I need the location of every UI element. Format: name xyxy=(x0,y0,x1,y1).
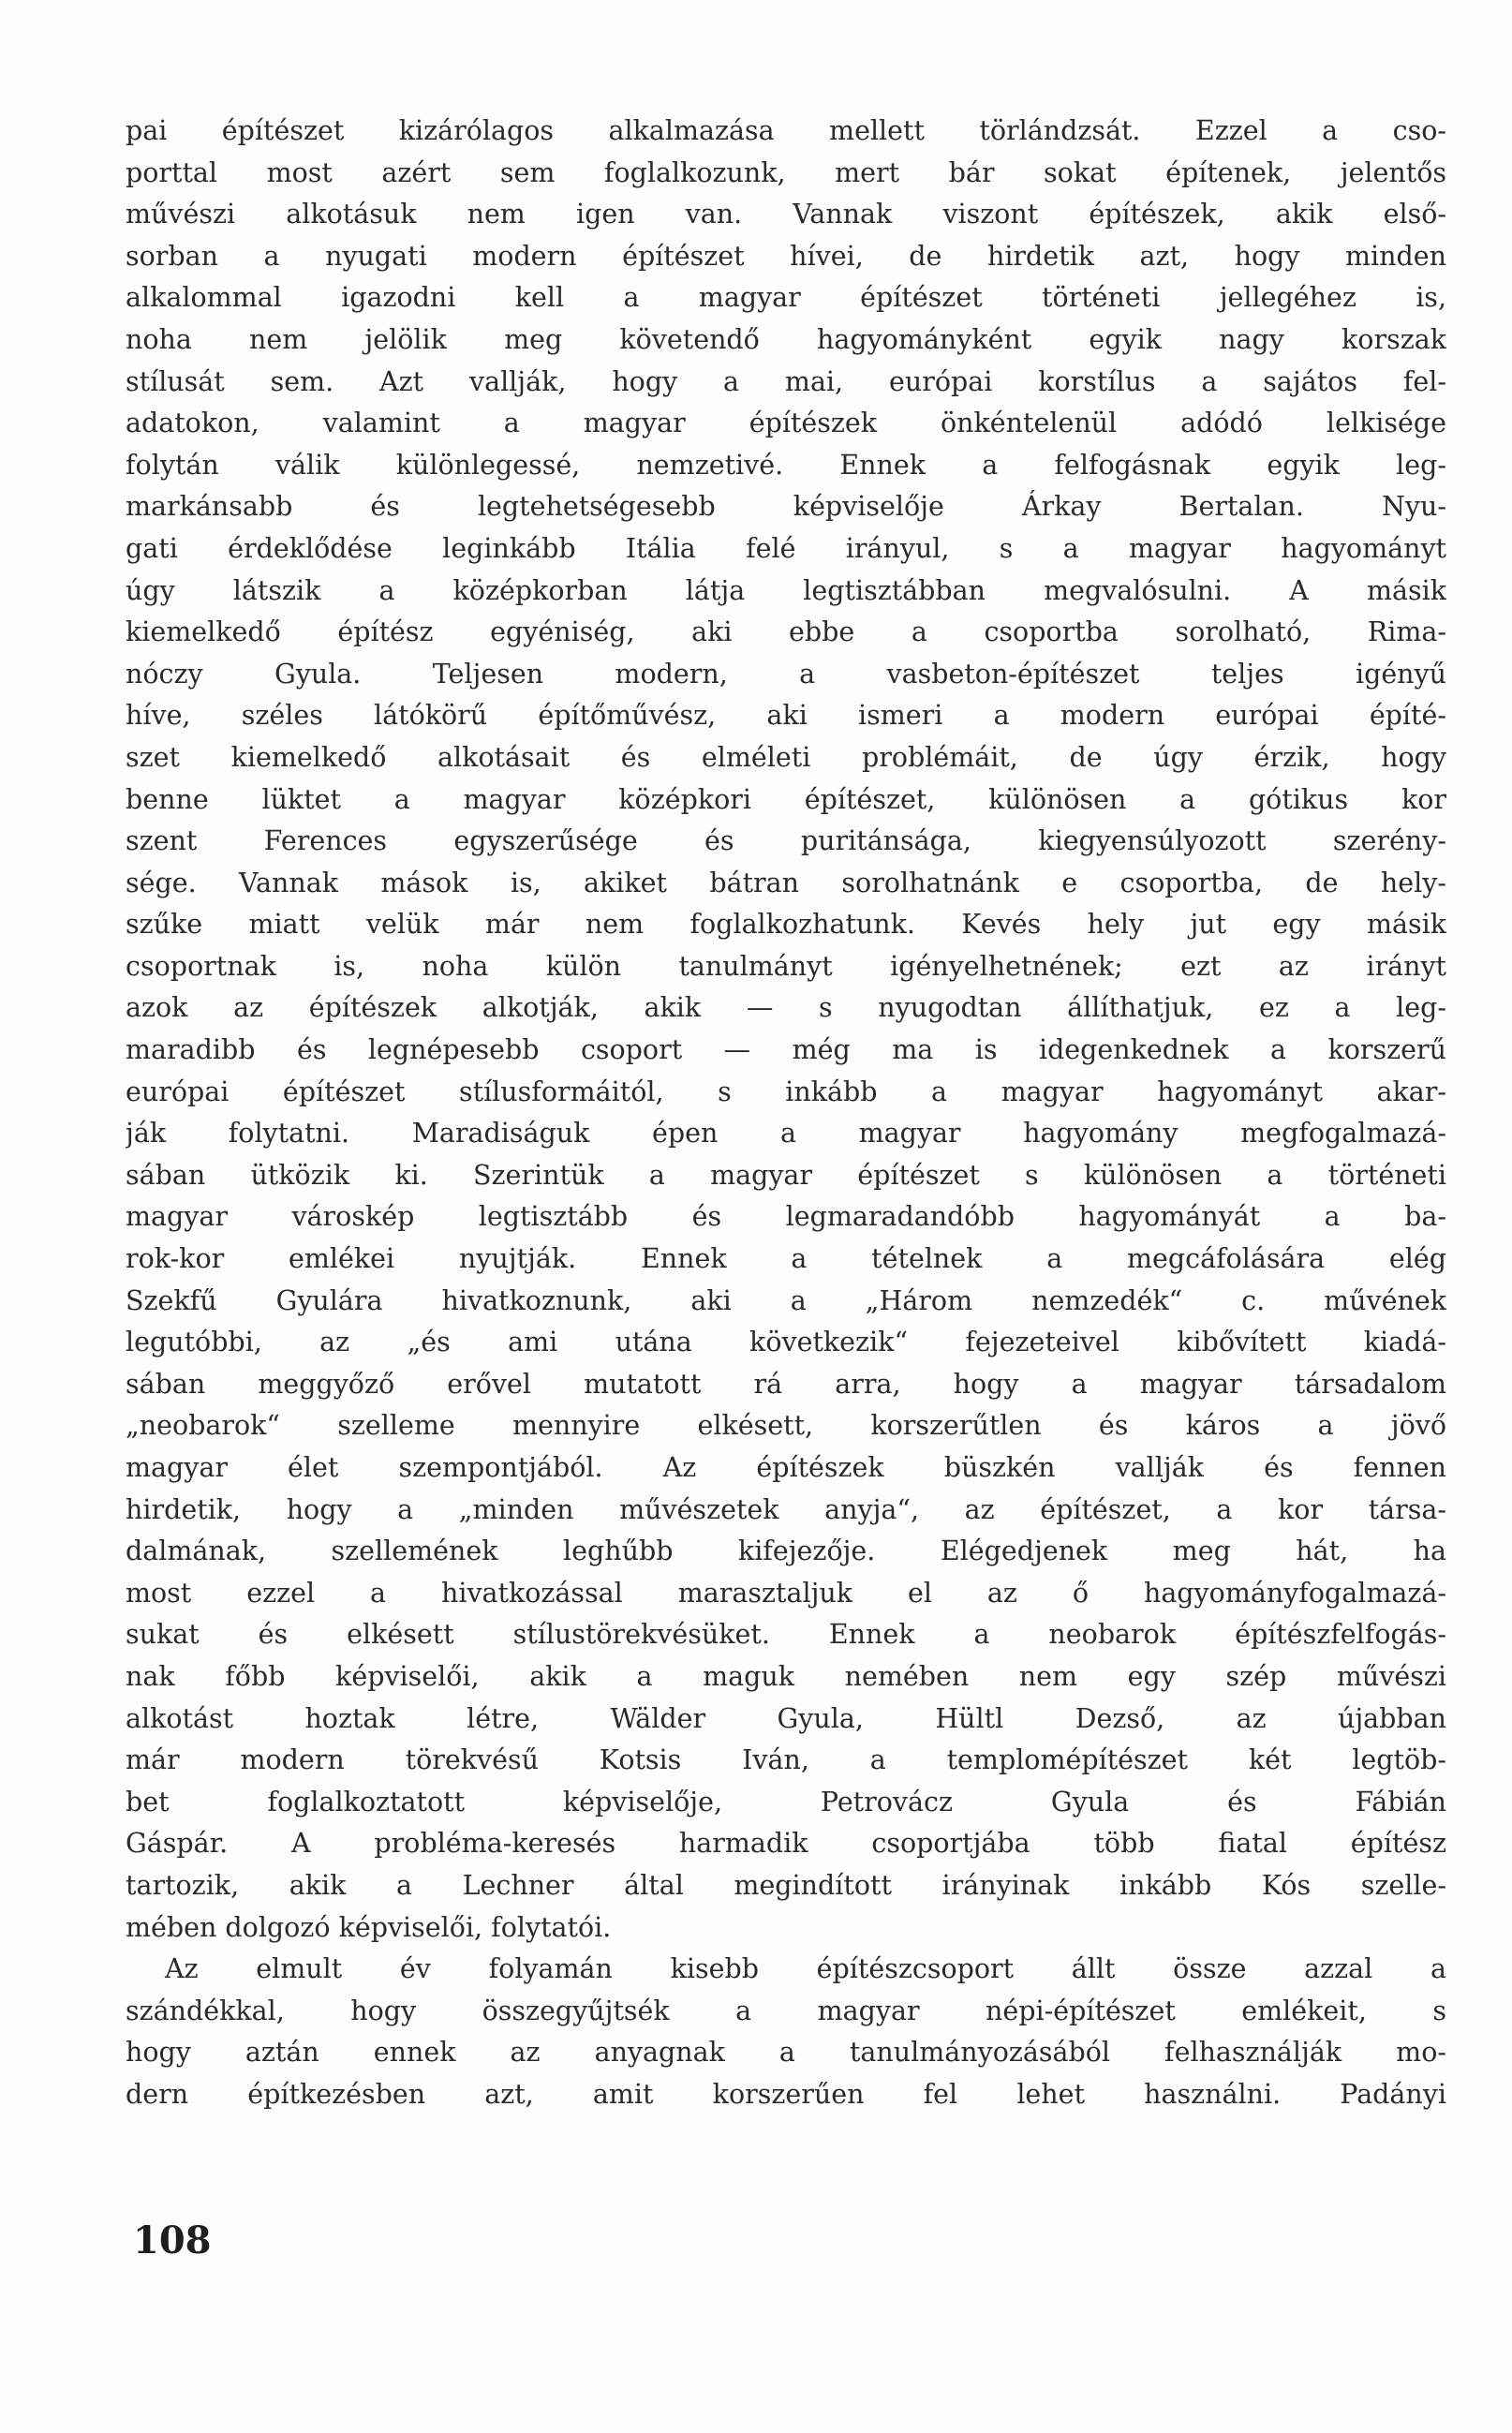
text-line: szándékkal, hogy összegyűjtsék a magyar népi-építészet emlékeit, s xyxy=(126,1995,1446,2026)
text-line: alkalommal igazodni kell a magyar építészet történeti jellegéhez is, xyxy=(126,282,1446,314)
text-line: benne lüktet a magyar középkori építészet, különösen a gótikus kor xyxy=(126,783,1446,815)
text-line: sukat és elkésett stílustörekvésüket. Ennek a neobarok építészfelfogás- xyxy=(126,1619,1446,1651)
text-line: dalmának, szellemének leghűbb kifejezője. Elégedjenek meg hát, ha xyxy=(126,1535,1446,1567)
text-line: bet foglalkoztatott képviselője, Petrovácz Gyula és Fábián xyxy=(126,1786,1446,1817)
text-line: gati érdeklődése leginkább Itália felé irányul, s a magyar hagyományt xyxy=(126,532,1446,564)
text-line: már modern törekvésű Kotsis Iván, a templomépítészet két legtöb- xyxy=(126,1744,1446,1776)
text-line: maradibb és legnépesebb csoport — még ma is idegenkednek a korszerű xyxy=(126,1034,1446,1066)
text-line: markánsabb és legtehetségesebb képviselője Árkay Bertalan. Nyu- xyxy=(126,491,1446,523)
text-line: „neobarok“ szelleme mennyire elkésett, korszerűtlen és káros a jövő xyxy=(126,1410,1446,1442)
text-line: híve, széles látókörű építőművész, aki ismeri a modern európai építé- xyxy=(126,700,1446,732)
text-line: porttal most azért sem foglalkozunk, mert bár sokat építenek, jelentős xyxy=(126,156,1446,188)
text-line: stílusát sem. Azt vallják, hogy a mai, európai korstílus a sajátos fel- xyxy=(126,365,1446,397)
text-line: csoportnak is, noha külön tanulmányt igényelhetnének; ezt az irányt xyxy=(126,950,1446,982)
text-line: művészi alkotásuk nem igen van. Vannak viszont építészek, akik első- xyxy=(126,199,1446,230)
text-line: folytán válik különlegessé, nemzetivé. Ennek a felfogásnak egyik leg- xyxy=(126,449,1446,481)
text-line: Gáspár. A probléma-keresés harmadik csoportjába több fiatal építész xyxy=(126,1828,1446,1860)
text-line: rok-kor emlékei nyujtják. Ennek a tételnek a megcáfolására elég xyxy=(126,1243,1446,1275)
text-line: szent Ferences egyszerűsége és puritánsága, kiegyensúlyozott szerény- xyxy=(126,825,1446,857)
text-line: pai építészet kizárólagos alkalmazása mellett törlándzsát. Ezzel a cso- xyxy=(126,115,1446,146)
text-line: Szekfű Gyulára hivatkoznunk, aki a „Három nemzedék“ c. művének xyxy=(126,1284,1446,1316)
text-line: szet kiemelkedő alkotásait és elméleti problémáit, de úgy érzik, hogy xyxy=(126,741,1446,773)
text-line: nak főbb képviselői, akik a maguk nemében nem egy szép művészi xyxy=(126,1660,1446,1692)
text-line: sorban a nyugati modern építészet hívei, de hirdetik azt, hogy minden xyxy=(126,240,1446,272)
text-line: európai építészet stílusformáitól, s inkább a magyar hagyományt akar- xyxy=(126,1076,1446,1107)
text-line: sége. Vannak mások is, akiket bátran sorolhatnánk e csoportba, de hely- xyxy=(126,867,1446,898)
text-line: nóczy Gyula. Teljesen modern, a vasbeton-építészet teljes igényű xyxy=(126,658,1446,690)
text-line: mében dolgozó képviselői, folytatói. xyxy=(126,1911,612,1943)
text-line: azok az építészek alkotják, akik — s nyugodtan állíthatjuk, ez a leg- xyxy=(126,992,1446,1024)
text-line: hogy aztán ennek az anyagnak a tanulmányozásából felhasználják mo- xyxy=(126,2037,1446,2069)
text-line: tartozik, akik a Lechner által megindított irányinak inkább Kós szelle- xyxy=(126,1869,1446,1901)
text-line: dern építkezésben azt, amit korszerűen fel lehet használni. Padányi xyxy=(126,2078,1446,2110)
text-line: adatokon, valamint a magyar építészek önkéntelenül adódó lelkisége xyxy=(126,408,1446,439)
text-line: úgy látszik a középkorban látja legtisztábban megvalósulni. A másik xyxy=(126,574,1446,606)
paragraph-start-line: Az elmult év folyamán kisebb építészcsoport állt össze azzal a xyxy=(165,1953,1446,1985)
text-line: sában ütközik ki. Szerintük a magyar építészet s különösen a történeti xyxy=(126,1159,1446,1191)
text-line: alkotást hoztak létre, Wälder Gyula, Hültl Dezső, az újabban xyxy=(126,1702,1446,1734)
text-line: hirdetik, hogy a „minden művészetek anyja“, az építészet, a kor társa- xyxy=(126,1493,1446,1525)
body-text xyxy=(126,111,1446,2116)
text-line: szűke miatt velük már nem foglalkozhatunk. Kevés hely jut egy másik xyxy=(126,909,1446,941)
text-line: ják folytatni. Maradiságuk épen a magyar hagyomány megfogalmazá- xyxy=(126,1118,1446,1150)
text-line: legutóbbi, az „és ami utána következik“ fejezeteivel kibővített kiadá- xyxy=(126,1327,1446,1358)
text-line: kiemelkedő építész egyéniség, aki ebbe a csoportba sorolható, Rima- xyxy=(126,616,1446,648)
text-line: sában meggyőző erővel mutatott rá arra, hogy a magyar társadalom xyxy=(126,1368,1446,1400)
text-line: most ezzel a hivatkozással marasztaljuk el az ő hagyományfogalmazá- xyxy=(126,1577,1446,1609)
text-line: noha nem jelölik meg követendő hagyományként egyik nagy korszak xyxy=(126,323,1446,355)
page-number: 108 xyxy=(133,2218,212,2262)
text-line: magyar városkép legtisztább és legmaradandóbb hagyományát a ba- xyxy=(126,1201,1446,1233)
text-line: magyar élet szempontjából. Az építészek büszkén vallják és fennen xyxy=(126,1452,1446,1483)
